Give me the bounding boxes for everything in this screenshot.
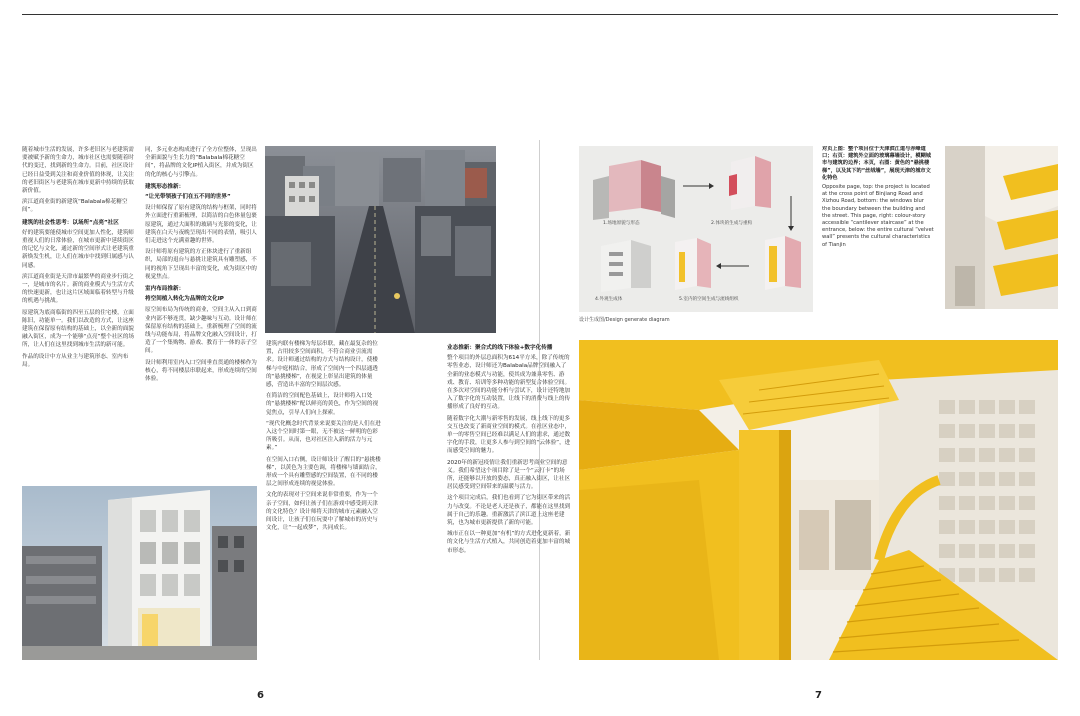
- left-col1-paragraph: 滨江道商业街的新建筑“Balabala棉花糖空间”。: [22, 199, 128, 214]
- photo-caption-note: [822, 146, 934, 326]
- top-rule: [22, 14, 1058, 15]
- left-col2-paragraph: 原空间布局为传统的商业，空间主从入口到商业内部不够连贯，缺少趣味与互动。设计师在保留原有结构的基础上，重新梳理了空间的流线与功能布局，将品牌文化融入空间设计，打造了一个集购物、游戏、教育于一体的亲子空间。: [145, 307, 257, 355]
- left-col3-paragraph: “现代化概念时代背景来说要关注的是人们在进入这个空间时第一眼，无不被这一鲜明的色彩所吸引。从而，也对社区注入新的活力与元素。”: [266, 420, 381, 452]
- left-col2-paragraph: 设计师保留了原有建筑的结构与框架，同时将外立面进行重新梳理，以简洁的白色体量包裹原建筑，通过大面积的玻璃与光影的变化，让建筑在白天与夜晚呈现出不同的表情，吸引人们走进这个充满童趣的世界。: [145, 205, 257, 245]
- right-col-paragraph: 这个项目完成后，我们也看到了它为街区带来的活力与改变。不论是老人还是孩子，都能在这里找到属于自己的乐趣。重新激活了滨江道上这座老建筑，也为城市更新提供了新的可能。: [447, 495, 571, 527]
- left-text-column-3: [266, 340, 382, 660]
- left-col3-paragraph: 文化的表现对于空间来说非常重要，作为一个亲子空间，如何让孩子们在游戏中感受到天津的文化特色？设计师将天津的城市元素融入空间设计，让孩子们在玩耍中了解城市的历史与文化，让“一起成梦”，共同成长。: [266, 492, 378, 532]
- right-col-heading: 业态推新：聚合式的线下体验+数字化传播: [447, 345, 553, 351]
- right-col-paragraph: 整个项目的外层总面积为614平方米，除了传统的零售业态，设计师还为Balabala品牌空间融入了全新的业态模式与功能，使其成为兼具零售、游戏、教育、培训等多种功能的新型复合体验空间。在多次对空间的功能分析与尝试下，设计还特地加入了数字化的互动装置，让线下的消费与线上的传播形成了良好的互动。: [447, 355, 571, 411]
- left-col2-paragraph: 设计师将原有建筑的方正体块进行了重新组织，局部的退台与悬挑让建筑具有雕塑感，不同的视角下呈现出丰富的变化，成为街区中的视觉焦点。: [145, 249, 257, 280]
- left-col1-paragraph: 随着城市生活的发展，许多老旧区与老建筑需要被赋予新的生命力，城市社区也需要随着时代的变迁，找到新的生命力。目前，社区设计已经日益受到关注和商业价值的体现，让关注的老旧街区与老建筑在城市更新中持续的获取新价值。: [22, 147, 134, 195]
- right-col-paragraph: 随着数字化大潮与新零售的发展，线上线下的更多交互也改变了新商业空间的模式。在社区业态中，单一的零售空间已经难以满足人们的需求，通过数字化的手段，让更多人参与到空间的“云体验”，进而感受空间的魅力。: [447, 415, 571, 455]
- left-col2-heading: 建筑形态推新：: [145, 183, 185, 190]
- diagram-label-4: 4.外观生成体: [595, 297, 623, 302]
- photo-caption-chinese: 对页上图：整个项目位于天津滨江道与赤峰道口；右页：建筑外立面的玻璃幕墙设计，模糊城市与建筑的边界；本页，右图：黄色的“悬挑楼梯”，以及其下的“丝绒墙”，展现天津的城市文化特色: [822, 146, 931, 181]
- interior-staircase-photo-small: [945, 146, 1058, 309]
- yellow-staircase-photo: [579, 340, 1058, 660]
- diagram-label-2: 2.体块的生成与重构: [711, 221, 753, 226]
- photo-caption-english: Opposite page, top: the project is located at the cross point of Binjiang Road and Xizhou Road, bottom: the windows blur the boundary between the building and the street. This page, right: colour-story accessible “cantilever staircase” at the entrance, below: the entire cultural “velvet wall” presents the cultural characteristics of Tianjin: [822, 184, 934, 248]
- left-col1-paragraph: 原建筑为底商临街的四至五层的住宅楼，立面陈旧，功能单一。我们以改造的方式，让这座建筑在保留原有结构的基础上，以全新的面貌融入街区，成为一个能够“点亮”整个社区的场所，让人们在这里找到城市生活的新可能。: [22, 309, 135, 349]
- left-col3-paragraph: 在简洁的空间配色基础上，设计师将入口处的“悬挑楼梯”配以鲜亮的黄色，作为空间的视觉焦点，引导人们向上探索。: [266, 393, 379, 416]
- left-col2-paragraph: 设计师利用室内入口空间垂直贯通的楼梯作为核心，将不同楼层串联起来，形成连续的空间体验。: [145, 359, 257, 383]
- design-diagram: [579, 146, 813, 312]
- right-page-number: 7: [815, 690, 822, 701]
- left-col1-paragraph: 作品的设计中方从业主与建筑形态、室内布局。: [22, 353, 129, 368]
- left-col2-heading: 室内布局推新：: [145, 286, 185, 293]
- white-building-photo: [22, 486, 257, 660]
- left-text-column-1: [22, 146, 138, 480]
- left-col2-heading: 将空间植入转化为品牌的文化IP: [145, 296, 224, 303]
- left-col2-paragraph: 同，多元业态构成进行了全方位整体，呈现出全新面貌与生长力的“Balabala棉花糖空间”，将品牌的文化IP植入街区，并成为街区的化的核心与引擎点。: [145, 147, 257, 178]
- left-col1-heading: 建筑的社会性思考：以场所“点亮”社区: [22, 219, 119, 226]
- left-col2-heading: “让光带领孩子们在五不同的世界”: [145, 194, 231, 201]
- left-text-column-2: [145, 146, 258, 480]
- right-text-column: [447, 340, 571, 660]
- diagram-label-1: 1.场地原貌与形态: [603, 221, 640, 226]
- left-page-number: 6: [257, 690, 264, 701]
- left-col3-paragraph: 建筑内联有楼梯为每层串联，藏在最复杂的位置，占用较多空间面积，不符合商业引流需求。设计师通过结构的方式与结构设计，使楼梯与中庭相结合，形成了空间内一个四层通透的“悬挑楼梯”，在视觉上彰显出建筑的体量感，营造出丰富的空间层次感。: [266, 341, 378, 389]
- diagram-label-5: 5.室内的空间生成与流线组织: [679, 297, 739, 302]
- left-col1-paragraph: 好的建筑要能使城市空间更加人性化，建筑师重视人们的日常体验，在城市更新中延续街区的记忆与文化，通过新的空间形式让老建筑重新焕发生机，让人们在城市中找到归属感与认同感。: [22, 229, 134, 269]
- right-col-paragraph: 2020年的新冠疫情让我们重新思考商业空间的意义。我们希望这个项目除了是一个“云打卡”的场所，还能够以开放的姿态，真正融入街区，让社区居民感受到空间带来的温暖与活力。: [447, 459, 571, 491]
- diagram-caption: 设计生成图/Design generate diagram: [579, 317, 670, 323]
- left-col1-paragraph: 滨江道商业街是天津市最繁华的商业步行街之一，是城市的名片。新的商业模式与生活方式的快速更新，也让这片区域面临着转型与升级的机遇与挑战。: [22, 273, 134, 305]
- right-col-paragraph: 城市正在以一种更加“有机”的方式进化更新着，新的文化与生活方式植入，共同创造着更加丰富的城市形态。: [447, 531, 571, 554]
- left-col3-paragraph: 在空间入口右侧，设计师设计了醒目的“悬挑楼梯”，以黄色为主要色调，将楼梯与墙面结合，形成一个具有雕塑感的空间装置，在不同的楼层之间形成连续的视觉体验。: [266, 456, 381, 488]
- aerial-street-photo: [265, 146, 496, 333]
